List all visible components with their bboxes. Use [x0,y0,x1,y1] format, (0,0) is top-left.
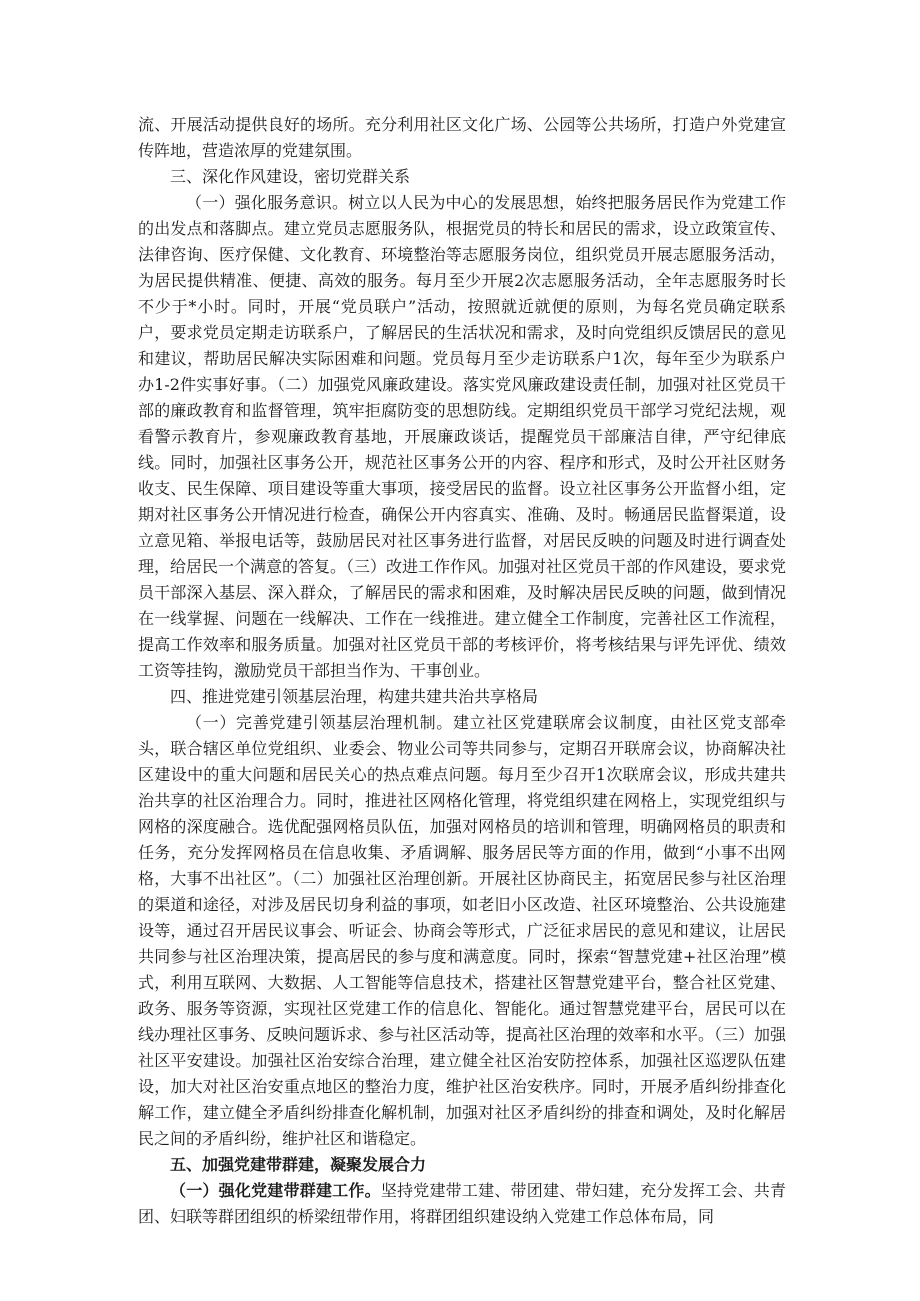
section-heading-4: 四、推进党建引领基层治理，构建共建共治共享格局 [170,687,539,706]
section-heading-3: 三、深化作风建设，密切党群关系 [170,167,411,186]
paragraph-section-5 [138,1178,786,1230]
paragraph-section-5-text: 坚持党建带工建、带团建、带妇建，充分发挥工会、共青团、妇联等群团组织的桥梁纽带作用，将群团组织建设纳入党建工作总体布局，同 [138,1181,786,1226]
section-heading-5: 五、加强党建带群建，凝聚发展合力 [170,1155,427,1174]
paragraph-continuation: 流、开展活动提供良好的场所。充分利用社区文化广场、公园等公共场所，打造户外党建宣传阵地，营造浓厚的党建氛围。 [138,115,786,160]
document-page [138,112,786,1230]
paragraph-section-3: （一）强化服务意识。树立以人民为中心的发展思想，始终把服务居民作为党建工作的出发点和落脚点。建立党员志愿服务队，根据党员的特长和居民的需求，设立政策宣传、法律咨询、医疗保健、文化教育、环境整治等志愿服务岗位，组织党员开展志愿服务活动，为居民提供精准、便捷、高效的服务。每月至少开展2次志愿服务活动，全年志愿服务时长不少于*小时。同时，开展“党员联户”活动，按照就近就便的原则，为每名党员确定联系户，要求党员定期走访联系户，了解居民的生活状况和需求，及时向党组织反馈居民的意见和建议，帮助居民解决实际困难和问题。党员每月至少走访联系户1次，每年至少为联系户办1-2件实事好事。（二）加强党风廉政建设。落实党风廉政建设责任制，加强对社区党员干部的廉政教育和监督管理，筑牢拒腐防变的思想防线。定期组织党员干部学习党纪法规，观看警示教育片，参观廉政教育基地，开展廉政谈话，提醒党员干部廉洁自律，严守纪律底线。同时，加强社区事务公开，规范社区事务公开的内容、程序和形式，及时公开社区财务收支、民生保障、项目建设等重大事项，接受居民的监督。设立社区事务公开监督小组，定期对社区事务公开情况进行检查，确保公开内容真实、准确、及时。畅通居民监督渠道，设立意见箱、举报电话等，鼓励居民对社区事务进行监督，对居民反映的问题及时进行调查处理，给居民一个满意的答复。（三）改进工作作风。加强对社区党员干部的作风建设，要求党员干部深入基层、深入群众，了解居民的需求和困难，及时解决居民反映的问题，做到情况在一线掌握、问题在一线解决、工作在一线推进。建立健全工作制度，完善社区工作流程，提高工作效率和服务质量。加强对社区党员干部的考核评价，将考核结果与评先评优、绩效工资等挂钩，激励党员干部担当作为、干事创业。 [138,193,787,680]
subheading-5-1: （一）强化党建带群建工作。 [170,1181,381,1200]
paragraph-section-4: （一）完善党建引领基层治理机制。建立社区党建联席会议制度，由社区党支部牵头，联合辖区单位党组织、业委会、物业公司等共同参与，定期召开联席会议，协商解决社区建设中的重大问题和居民关心的热点难点问题。每月至少召开1次联席会议，形成共建共治共享的社区治理合力。同时，推进社区网格化管理，将党组织建在网格上，实现党组织与网格的深度融合。选优配强网格员队伍，加强对网格员的培训和管理，明确网格员的职责和任务，充分发挥网格员在信息收集、矛盾调解、服务居民等方面的作用，做到“小事不出网格，大事不出社区”。（二）加强社区治理创新。开展社区协商民主，拓宽居民参与社区治理的渠道和途径，对涉及居民切身利益的事项，如老旧小区改造、社区环境整治、公共设施建设等，通过召开居民议事会、听证会、协商会等形式，广泛征求居民的意见和建议，让居民共同参与社区治理决策，提高居民的参与度和满意度。同时，探索“智慧党建+社区治理”模式，利用互联网、大数据、人工智能等信息技术，搭建社区智慧党建平台，整合社区党建、政务、服务等资源，实现社区党建工作的信息化、智能化。通过智慧党建平台，居民可以在线办理社区事务、反映问题诉求、参与社区活动等，提高社区治理的效率和水平。（三）加强社区平安建设。加强社区治安综合治理，建立健全社区治安防控体系，加强社区巡逻队伍建设，加大对社区治安重点地区的整治力度，维护社区治安秩序。同时，开展矛盾纠纷排查化解工作，建立健全矛盾纠纷排查化解机制，加强对社区矛盾纠纷的排查和调处，及时化解居民之间的矛盾纠纷，维护社区和谐稳定。 [138,713,787,1148]
